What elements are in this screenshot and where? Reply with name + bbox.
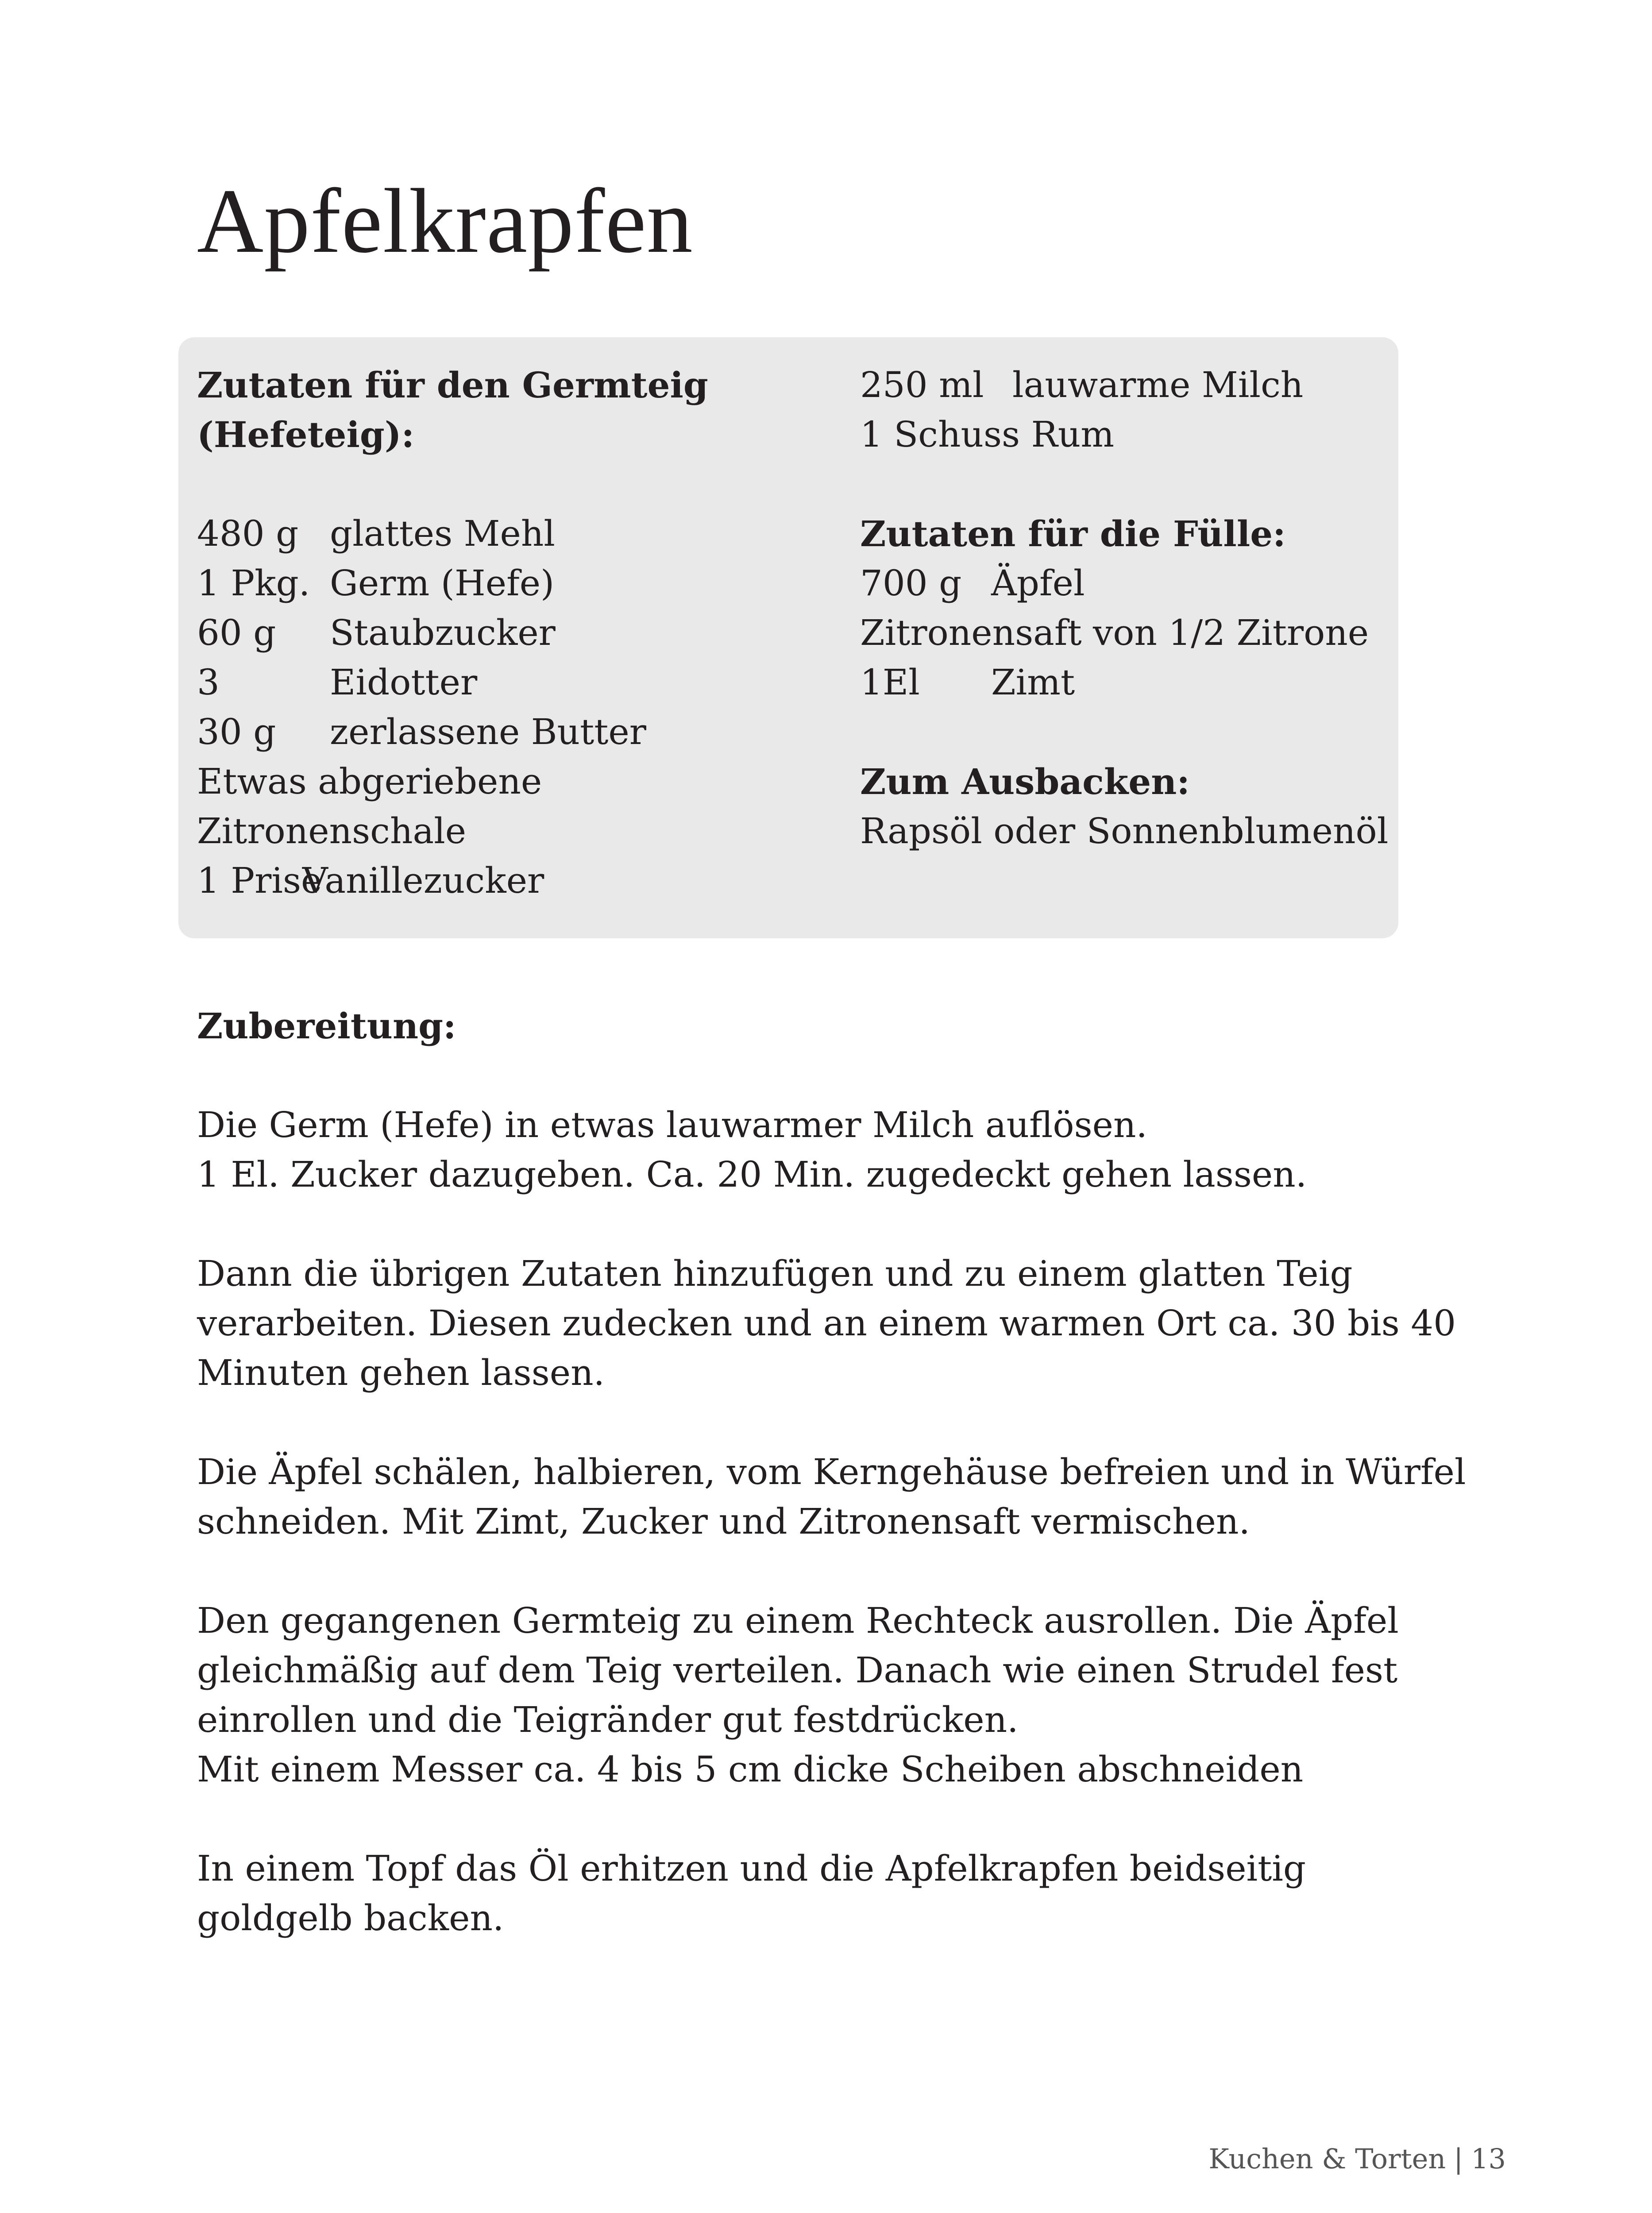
footer-section-name: Kuchen & Torten bbox=[1208, 2143, 1446, 2175]
ingredient-qty: 3 bbox=[197, 662, 220, 703]
ingredient-name: Staubzucker bbox=[330, 612, 556, 653]
ingredients-right-column bbox=[860, 360, 1389, 856]
ingredient-qty: 250 ml bbox=[860, 364, 984, 405]
ingredient-item: Rapsöl oder Sonnenblumenöl bbox=[860, 810, 1389, 852]
lemon-zest-line1: Etwas abgeriebene bbox=[197, 761, 542, 802]
filling-heading: Zutaten für die Fülle: bbox=[860, 513, 1286, 555]
ingredient-item bbox=[197, 608, 826, 658]
frying-heading: Zum Ausbacken: bbox=[860, 761, 1190, 802]
ingredient-name: glattes Mehl bbox=[330, 513, 555, 554]
ingredient-name: lauwarme Milch bbox=[1012, 364, 1304, 405]
ingredient-item bbox=[860, 658, 1382, 707]
ingredient-item bbox=[197, 856, 826, 906]
ingredient-item bbox=[197, 658, 826, 707]
preparation-heading: Zubereitung: bbox=[197, 1005, 456, 1047]
ingredient-name: Eidotter bbox=[330, 662, 478, 703]
ingredients-left-column bbox=[197, 360, 826, 906]
preparation-line: Die Äpfel schälen, halbieren, vom Kerngehäuse befreien und in Würfel bbox=[197, 1451, 1466, 1492]
preparation-section bbox=[197, 1001, 1466, 1993]
preparation-paragraph bbox=[197, 1447, 1466, 1546]
ingredient-qty: 700 g bbox=[860, 563, 962, 604]
ingredient-name: Vanillezucker bbox=[302, 860, 544, 901]
preparation-line: goldgelb backen. bbox=[197, 1897, 504, 1939]
ingredient-name: Zimt bbox=[991, 662, 1075, 703]
preparation-line: Dann die übrigen Zutaten hinzufügen und zu einem glatten Teig bbox=[197, 1253, 1353, 1294]
preparation-line: 1 El. Zucker dazugeben. Ca. 20 Min. zugedeckt gehen lassen. bbox=[197, 1154, 1307, 1195]
ingredient-name: zerlassene Butter bbox=[330, 711, 646, 752]
ingredient-qty: 30 g bbox=[197, 711, 276, 752]
preparation-line: verarbeiten. Diesen zudecken und an einem warmen Ort ca. 30 bis 40 bbox=[197, 1303, 1456, 1344]
spacer bbox=[860, 707, 1382, 757]
spacer bbox=[860, 459, 1382, 509]
ingredient-item bbox=[197, 707, 826, 757]
preparation-paragraph bbox=[197, 1844, 1436, 1943]
page-footer bbox=[1208, 2141, 1506, 2177]
lemon-zest-line2: Zitronenschale bbox=[197, 810, 467, 852]
preparation-paragraph bbox=[197, 1249, 1456, 1398]
preparation-line: Die Germ (Hefe) in etwas lauwarmer Milch auflösen. bbox=[197, 1104, 1147, 1145]
preparation-line: gleichmäßig auf dem Teig verteilen. Danach wie einen Strudel fest bbox=[197, 1650, 1398, 1691]
ingredient-item: Zitronensaft von 1/2 Zitrone bbox=[860, 612, 1369, 653]
dough-heading-sub: (Hefeteig): bbox=[197, 414, 415, 455]
ingredient-item bbox=[197, 509, 826, 559]
preparation-line: Mit einem Messer ca. 4 bis 5 cm dicke Scheiben abschneiden bbox=[197, 1749, 1304, 1790]
ingredient-name: Äpfel bbox=[991, 563, 1085, 604]
preparation-paragraph bbox=[197, 1100, 1436, 1199]
dough-heading: Zutaten für den Germteig bbox=[197, 364, 708, 406]
spacer bbox=[197, 459, 826, 509]
preparation-line: Den gegangenen Germteig zu einem Rechteck ausrollen. Die Äpfel bbox=[197, 1600, 1399, 1641]
preparation-line: schneiden. Mit Zimt, Zucker und Zitronensaft vermischen. bbox=[197, 1501, 1250, 1542]
ingredient-item bbox=[197, 559, 826, 608]
ingredients-box bbox=[178, 337, 1398, 938]
ingredient-qty: 1 Prise bbox=[197, 860, 322, 901]
ingredient-item bbox=[860, 360, 1382, 410]
ingredient-qty: 1El bbox=[860, 662, 920, 703]
preparation-line: Minuten gehen lassen. bbox=[197, 1352, 605, 1393]
ingredient-qty: 60 g bbox=[197, 612, 276, 653]
ingredient-qty: 480 g bbox=[197, 513, 299, 554]
ingredient-item: 1 Schuss Rum bbox=[860, 414, 1115, 455]
preparation-paragraph bbox=[197, 1596, 1436, 1794]
page-number: 13 bbox=[1471, 2143, 1506, 2175]
ingredient-qty: 1 Pkg. bbox=[197, 563, 310, 604]
preparation-line: einrollen und die Teigränder gut festdrücken. bbox=[197, 1699, 1019, 1740]
page-title: Apfelkrapfen bbox=[197, 170, 693, 272]
preparation-line: In einem Topf das Öl erhitzen und die Apfelkrapfen beidseitig bbox=[197, 1848, 1306, 1889]
footer-separator: | bbox=[1454, 2143, 1463, 2175]
ingredient-name: Germ (Hefe) bbox=[330, 563, 555, 604]
ingredient-item bbox=[860, 559, 1382, 608]
